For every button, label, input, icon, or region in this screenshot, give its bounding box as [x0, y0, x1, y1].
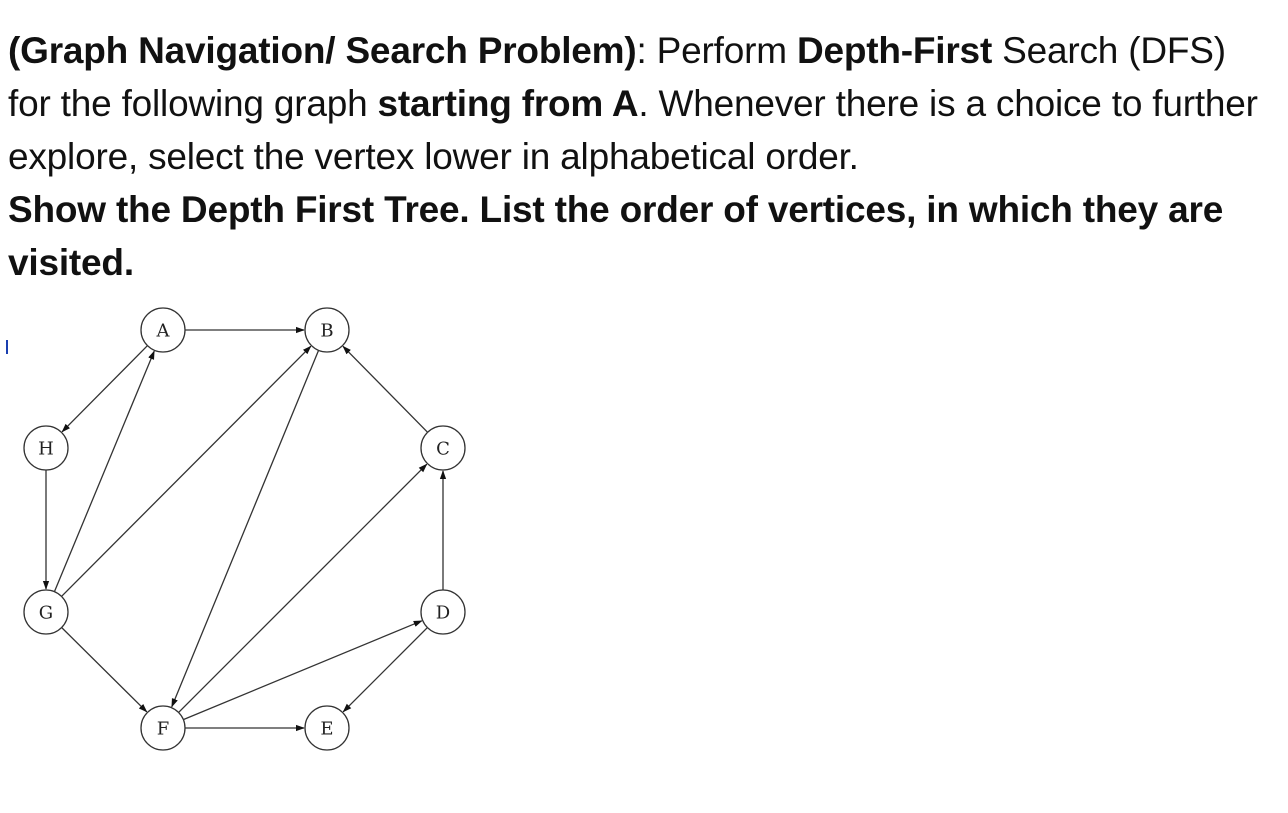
edges-layer — [46, 330, 443, 728]
task-instruction: Show the Depth First Tree. List the order of vertices, in which they are visited. — [8, 189, 1224, 283]
node-d — [421, 590, 465, 634]
tie-break-rule: . Whenever there is a choice to further explore, select the vertex lower in alphabetical order. — [8, 83, 1258, 177]
edge-g-to-f — [62, 628, 147, 712]
directed-graph — [0, 290, 520, 770]
node-g — [24, 590, 68, 634]
edge-f-to-c — [179, 464, 427, 712]
method-tail: Search (DFS) for the following graph — [8, 30, 1226, 124]
node-c — [421, 426, 465, 470]
problem-heading: (Graph Navigation/ Search Problem) — [8, 30, 637, 71]
edge-a-to-h — [62, 346, 147, 432]
node-label: C — [436, 438, 450, 460]
method-name: Depth-First — [796, 30, 993, 71]
node-e — [305, 706, 349, 750]
node-label: E — [320, 718, 334, 740]
edge-f-to-d — [183, 621, 421, 720]
edge-g-to-b — [62, 346, 311, 596]
node-a — [141, 308, 185, 352]
node-label: F — [156, 718, 170, 740]
node-label: A — [156, 320, 170, 342]
node-label: D — [435, 602, 451, 624]
node-h — [24, 426, 68, 470]
node-label: B — [320, 320, 334, 342]
node-label: H — [38, 438, 54, 460]
problem-colon: : Perform — [636, 30, 797, 71]
problem-statement — [8, 24, 1278, 289]
edge-b-to-f — [172, 350, 319, 706]
node-b — [305, 308, 349, 352]
start-phrase: starting from A — [377, 83, 639, 124]
node-label: G — [38, 602, 54, 624]
edge-c-to-b — [343, 346, 428, 432]
node-f — [141, 706, 185, 750]
edge-d-to-e — [343, 628, 427, 712]
edge-g-to-a — [54, 351, 154, 592]
